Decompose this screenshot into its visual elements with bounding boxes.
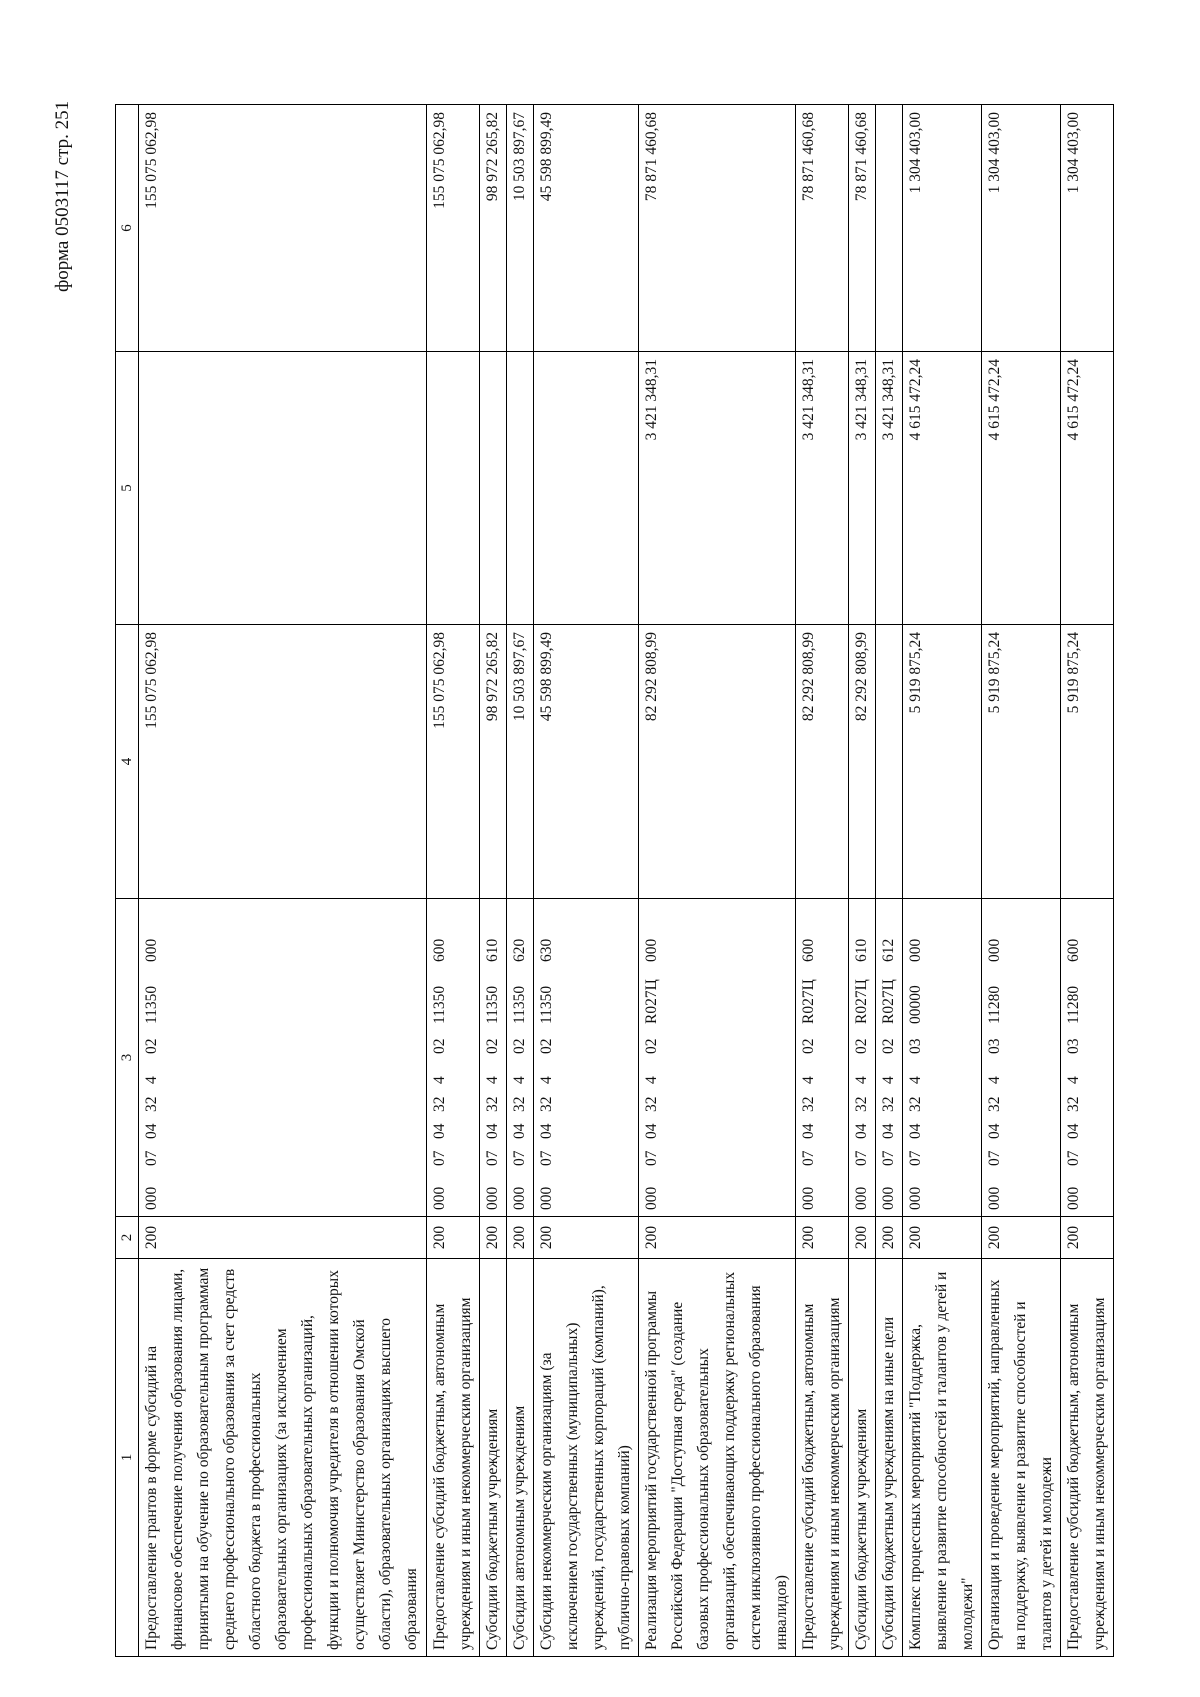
table-row: [639, 105, 796, 1657]
code-part: 11350: [511, 985, 528, 1024]
row-approved: 5 919 875,24: [982, 625, 1061, 899]
row-line-code: 200: [507, 1217, 534, 1259]
code-part: 000: [1065, 1186, 1082, 1210]
code-part: 07: [643, 1150, 660, 1166]
row-line-code: 200: [1061, 1217, 1114, 1259]
code-part: R027Ц: [853, 979, 870, 1024]
table-row: [903, 105, 982, 1657]
code-part: 000: [880, 1186, 897, 1210]
code-part: 600: [1065, 938, 1082, 962]
code-part: 610: [853, 938, 870, 962]
row-budget-code: [534, 899, 639, 1217]
code-part: 04: [907, 1123, 924, 1139]
row-executed: 3 421 348,31: [796, 352, 849, 625]
row-line-code: 200: [534, 1217, 639, 1259]
code-part: R027Ц: [880, 979, 897, 1024]
row-executed: 3 421 348,31: [639, 352, 796, 625]
row-name: Субсидии бюджетным учреждениям: [480, 1259, 507, 1657]
row-line-code: 200: [139, 1217, 427, 1259]
row-unexecuted: 78 871 460,68: [849, 105, 876, 352]
column-header: 2: [116, 1217, 139, 1259]
row-line-code: 200: [480, 1217, 507, 1259]
code-part: 000: [800, 1186, 817, 1210]
code-part: 000: [643, 938, 660, 962]
row-name: Предоставление грантов в форме субсидий на финансовое обеспечение получения образования лицами, принятыми на обучение по образовательным программам среднего профессионального образования за счет средств областного бюджета в профессиональных образовательных организациях (за исключением профессиональных образовательных организаций, функции и полномочия учредителя в отношении которых осуществляет Министерство образования Омской области), образовательных организациях высшего образования: [139, 1259, 427, 1657]
report-table: [115, 104, 1114, 1657]
code-part: 04: [143, 1123, 160, 1139]
row-budget-code: [480, 899, 507, 1217]
row-name: Предоставление субсидий бюджетным, автономным учреждениям и иным некоммерческим организациям: [427, 1259, 480, 1657]
code-part: 000: [538, 1186, 555, 1210]
code-part: 32: [143, 1096, 160, 1112]
code-part: 07: [538, 1150, 555, 1166]
code-part: 07: [853, 1150, 870, 1166]
row-approved: 45 598 899,49: [534, 625, 639, 899]
row-name: Предоставление субсидий бюджетным, автономным учреждениям и иным некоммерческим организациям: [796, 1259, 849, 1657]
row-unexecuted: 1 304 403,00: [982, 105, 1061, 352]
row-approved: 5 919 875,24: [903, 625, 982, 899]
table-row: [139, 105, 427, 1657]
code-part: 610: [484, 938, 501, 962]
code-part: 4: [853, 1076, 870, 1084]
code-part: 4: [800, 1076, 817, 1084]
code-part: 11350: [538, 985, 555, 1024]
code-part: 07: [431, 1150, 448, 1166]
table-row: [427, 105, 480, 1657]
code-part: 03: [1065, 1038, 1082, 1054]
code-part: 000: [643, 1186, 660, 1210]
row-name: Субсидии бюджетным учреждениям на иные цели: [876, 1259, 903, 1657]
row-line-code: 200: [427, 1217, 480, 1259]
row-name: Субсидии автономным учреждениям: [507, 1259, 534, 1657]
code-part: 07: [143, 1150, 160, 1166]
row-unexecuted: 78 871 460,68: [639, 105, 796, 352]
row-executed: [534, 352, 639, 625]
row-budget-code: [903, 899, 982, 1217]
row-line-code: 200: [639, 1217, 796, 1259]
form-label: форма 0503117 стр. 251: [52, 100, 73, 292]
header-row: [116, 105, 139, 1657]
code-part: 07: [511, 1150, 528, 1166]
code-part: 4: [484, 1076, 501, 1084]
row-line-code: 200: [982, 1217, 1061, 1259]
table-row: [480, 105, 507, 1657]
code-part: 4: [1065, 1076, 1082, 1084]
row-unexecuted: 1 304 403,00: [1061, 105, 1114, 352]
code-part: 32: [1065, 1096, 1082, 1112]
row-approved: 98 972 265,82: [480, 625, 507, 899]
row-budget-code: [849, 899, 876, 1217]
code-part: 32: [853, 1096, 870, 1112]
code-part: 07: [907, 1150, 924, 1166]
row-approved: 155 075 062,98: [427, 625, 480, 899]
code-part: 04: [431, 1123, 448, 1139]
code-part: 02: [511, 1038, 528, 1054]
table-row: [534, 105, 639, 1657]
code-part: 11350: [143, 985, 160, 1024]
code-part: 32: [986, 1096, 1003, 1112]
code-part: 04: [1065, 1123, 1082, 1139]
code-part: 32: [800, 1096, 817, 1112]
code-part: 00000: [907, 985, 924, 1024]
row-unexecuted: 155 075 062,98: [427, 105, 480, 352]
table-row: [796, 105, 849, 1657]
code-part: 4: [880, 1076, 897, 1084]
row-budget-code: [796, 899, 849, 1217]
code-part: 02: [431, 1038, 448, 1054]
code-part: R027Ц: [643, 979, 660, 1024]
code-part: 4: [431, 1076, 448, 1084]
row-executed: 4 615 472,24: [1061, 352, 1114, 625]
code-part: 32: [643, 1096, 660, 1112]
column-header: 1: [116, 1259, 139, 1657]
row-approved: 155 075 062,98: [139, 625, 427, 899]
row-executed: [507, 352, 534, 625]
row-name: Субсидии некоммерческим организациям (за исключением государственных (муниципальных) учреждений, государственных корпораций (компаний), публично-правовых компаний): [534, 1259, 639, 1657]
row-budget-code: [876, 899, 903, 1217]
code-part: 02: [880, 1038, 897, 1054]
row-line-code: 200: [876, 1217, 903, 1259]
code-part: 11350: [484, 985, 501, 1024]
code-part: 32: [484, 1096, 501, 1112]
row-budget-code: [427, 899, 480, 1217]
code-part: 02: [484, 1038, 501, 1054]
row-approved: 10 503 897,67: [507, 625, 534, 899]
code-part: 04: [880, 1123, 897, 1139]
code-part: 600: [431, 938, 448, 962]
row-line-code: 200: [903, 1217, 982, 1259]
code-part: 612: [880, 938, 897, 962]
code-part: 32: [511, 1096, 528, 1112]
table-row: [982, 105, 1061, 1657]
code-part: 03: [907, 1038, 924, 1054]
code-part: 02: [800, 1038, 817, 1054]
code-part: 07: [484, 1150, 501, 1166]
code-part: 07: [880, 1150, 897, 1166]
row-approved: 82 292 808,99: [796, 625, 849, 899]
code-part: 02: [538, 1038, 555, 1054]
column-header: 3: [116, 899, 139, 1217]
code-part: 04: [511, 1123, 528, 1139]
code-part: 000: [986, 1186, 1003, 1210]
code-part: 000: [431, 1186, 448, 1210]
code-part: 4: [511, 1076, 528, 1084]
row-executed: [480, 352, 507, 625]
row-unexecuted: 155 075 062,98: [139, 105, 427, 352]
row-unexecuted: 78 871 460,68: [796, 105, 849, 352]
code-part: 02: [643, 1038, 660, 1054]
code-part: 000: [484, 1186, 501, 1210]
code-part: 000: [143, 1186, 160, 1210]
code-part: 620: [511, 938, 528, 962]
row-unexecuted: [876, 105, 903, 352]
code-part: 4: [986, 1076, 1003, 1084]
row-executed: 4 615 472,24: [982, 352, 1061, 625]
code-part: 000: [986, 938, 1003, 962]
row-budget-code: [139, 899, 427, 1217]
row-line-code: 200: [796, 1217, 849, 1259]
row-name: Комплекс процессных мероприятий "Поддержка, выявление и развитие способностей и талантов у детей и молодежи": [903, 1259, 982, 1657]
row-executed: [427, 352, 480, 625]
row-executed: 4 615 472,24: [903, 352, 982, 625]
code-part: 4: [143, 1076, 160, 1084]
row-budget-code: [1061, 899, 1114, 1217]
code-part: 32: [880, 1096, 897, 1112]
code-part: 630: [538, 938, 555, 962]
code-part: 04: [484, 1123, 501, 1139]
row-executed: [139, 352, 427, 625]
code-part: 11280: [1065, 985, 1082, 1024]
row-budget-code: [982, 899, 1061, 1217]
code-part: R027Ц: [800, 979, 817, 1024]
row-unexecuted: 10 503 897,67: [507, 105, 534, 352]
row-unexecuted: 1 304 403,00: [903, 105, 982, 352]
code-part: 000: [143, 938, 160, 962]
row-approved: 82 292 808,99: [849, 625, 876, 899]
row-budget-code: [639, 899, 796, 1217]
row-name: Реализация мероприятий государственной программы Российской Федерации "Доступная среда" (создание базовых профессиональных образовательных организаций, обеспечивающих поддержку региональных систем инклюзивного профессионального образования инвалидов): [639, 1259, 796, 1657]
code-part: 04: [986, 1123, 1003, 1139]
code-part: 32: [907, 1096, 924, 1112]
code-part: 000: [907, 1186, 924, 1210]
code-part: 04: [643, 1123, 660, 1139]
row-unexecuted: 98 972 265,82: [480, 105, 507, 352]
column-header: 5: [116, 352, 139, 625]
column-header: 4: [116, 625, 139, 899]
row-budget-code: [507, 899, 534, 1217]
code-part: 4: [907, 1076, 924, 1084]
code-part: 04: [853, 1123, 870, 1139]
table-row: [849, 105, 876, 1657]
code-part: 000: [853, 1186, 870, 1210]
row-name: Организация и проведение мероприятий, направленных на поддержку, выявление и развитие способностей и талантов у детей и молодежи: [982, 1259, 1061, 1657]
code-part: 4: [538, 1076, 555, 1084]
row-approved: 5 919 875,24: [1061, 625, 1114, 899]
table-row: [507, 105, 534, 1657]
code-part: 11280: [986, 985, 1003, 1024]
code-part: 02: [143, 1038, 160, 1054]
row-executed: 3 421 348,31: [876, 352, 903, 625]
code-part: 11350: [431, 985, 448, 1024]
code-part: 32: [538, 1096, 555, 1112]
row-executed: 3 421 348,31: [849, 352, 876, 625]
table-row: [876, 105, 903, 1657]
code-part: 000: [511, 1186, 528, 1210]
code-part: 07: [1065, 1150, 1082, 1166]
code-part: 600: [800, 938, 817, 962]
code-part: 000: [907, 938, 924, 962]
code-part: 04: [538, 1123, 555, 1139]
row-approved: 82 292 808,99: [639, 625, 796, 899]
code-part: 32: [431, 1096, 448, 1112]
column-header: 6: [116, 105, 139, 352]
code-part: 02: [853, 1038, 870, 1054]
code-part: 03: [986, 1038, 1003, 1054]
code-part: 04: [800, 1123, 817, 1139]
row-name: Субсидии бюджетным учреждениям: [849, 1259, 876, 1657]
row-name: Предоставление субсидий бюджетным, автономным учреждениям и иным некоммерческим организациям: [1061, 1259, 1114, 1657]
row-approved: [876, 625, 903, 899]
table-row: [1061, 105, 1114, 1657]
code-part: 07: [986, 1150, 1003, 1166]
row-line-code: 200: [849, 1217, 876, 1259]
row-unexecuted: 45 598 899,49: [534, 105, 639, 352]
code-part: 4: [643, 1076, 660, 1084]
code-part: 07: [800, 1150, 817, 1166]
